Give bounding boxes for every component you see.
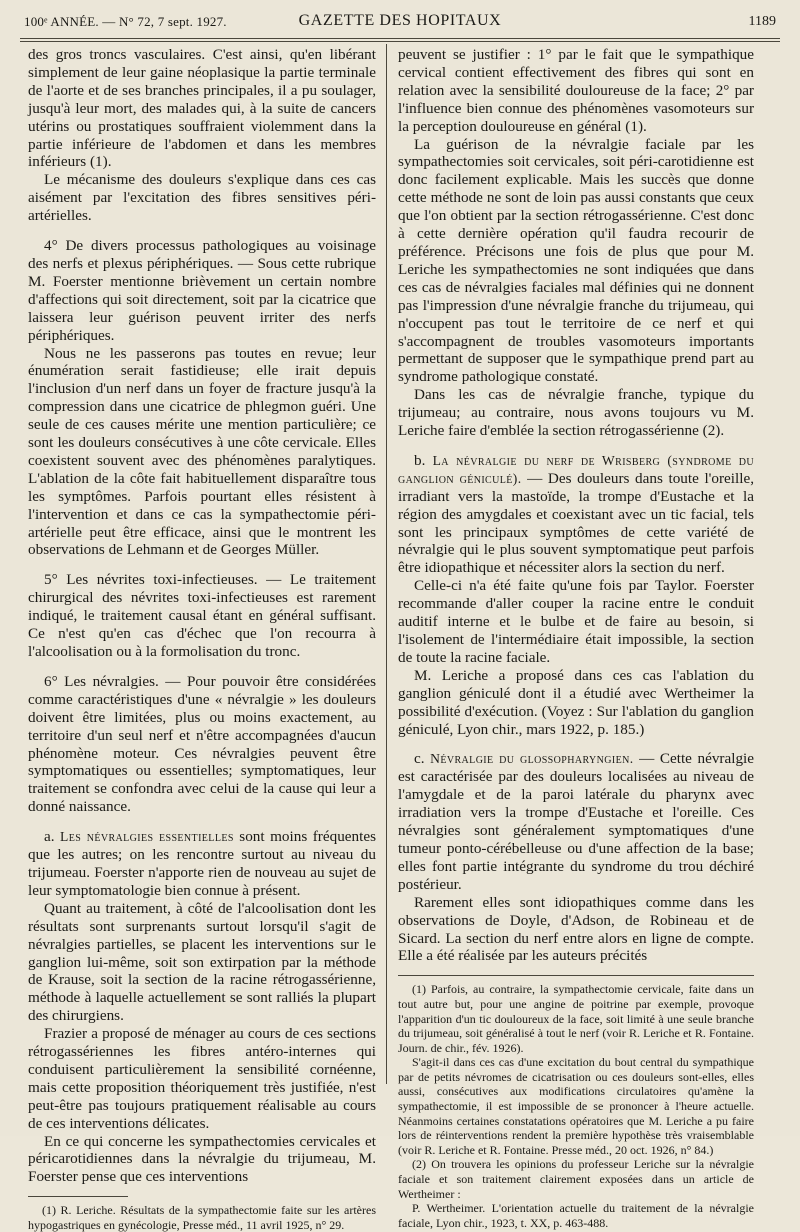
section-6: [28, 673, 376, 816]
page-number: 1189: [748, 14, 776, 29]
footnote: S'agit-il dans ces cas d'une excitation du bout central du sympathique par de petits névromes de cicatrisation ou ces douleurs sont-elles, elles aussi, consécutives aux modifications circulatoires qu'amène la sympathectomie, il est impossible de se prononcer à l'heure actuelle. Néanmoins certaines constatations opératoires que M. Leriche a pu faire lors de réinterventions rendent la première hypothèse très vraisemblable (voir R. Leriche et R. Fontaine. Presse méd., 20 oct. 1926, n° 84.): [398, 1055, 754, 1157]
footnote: (1) R. Leriche. Résultats de la sympathectomie faite sur les artères hypogastriques en gynécologie, Presse méd., 11 avril 1925, n° 29.: [28, 1203, 376, 1232]
footnotes: [398, 982, 754, 1230]
section-4: [28, 237, 376, 344]
section-heading: 4° De divers processus pathologiques au voisinage des nerfs et plexus périphériques.: [28, 237, 376, 272]
paragraph: M. Leriche a proposé dans ces cas l'ablation du ganglion géniculé dont il a étudié avec Wertheimer la possibilité d'exécution. (Voyez : Sur l'ablation du ganglion géniculé, Lyon chir., mars 1922, p. 185.): [398, 666, 754, 738]
subsection-a: [28, 828, 376, 900]
issue-info: 100ᵉ ANNÉE. — N° 72, 7 sept. 1927.: [24, 14, 227, 29]
section-heading: 5° Les névrites toxi-infectieuses.: [44, 571, 258, 589]
paragraph: En ce qui concerne les sympathectomies cervicales et péricarotidiennes dans la névralgie du trijumeau, M. Foerster pense que ces interventions: [28, 1132, 376, 1186]
paragraph: Le mécanisme des douleurs s'explique dans ces cas aisément par l'excitation des fibres sensitives péri-artérielles.: [28, 171, 376, 225]
paragraph: Nous ne les passerons pas toutes en revue; leur énumération serait fastidieuse; elle irait depuis l'inclusion d'un nerf dans un foyer de fracture jusqu'à la compression dans une cicatrice de phlegmon guéri. Une seule de ces causes mérite une mention particulière; ce sont les douleurs consécutives à une côte cervicale. Elles coexistent souvent avec des phénomènes paralytiques. L'ablation de la côte fait habituellement disparaître tous les symptômes. Parfois pourtant elles résistent à l'intervention et dans ce cas la sympathectomie péri-artérielle peut être efficace, ainsi que le montrent les observations de Lehmann et de Georges Müller.: [28, 344, 376, 559]
journal-title: GAZETTE DES HOPITAUX: [298, 12, 502, 29]
paragraph: Rarement elles sont idiopathiques comme dans les observations de Doyle, d'Adson, de Robineau et de Sicard. La section du nerf entre alors en ligne de compte. Elle a été réalisée par les auteurs précités: [398, 893, 754, 965]
footnote-rule: [28, 1196, 128, 1197]
subsection-heading: Névralgie du glossopharyngien.: [430, 751, 634, 767]
paragraph: Dans les cas de névralgie franche, typique du trijumeau; au contraire, nous avons toujours vu M. Leriche faire d'emblée la section rétrogassérienne (2).: [398, 386, 754, 440]
left-column: [28, 46, 376, 1232]
paragraph: Frazier a proposé de ménager au cours de ces sections rétrogassériennes les fibres antéro-internes qui conduisent particulièrement la sensibilité cornéenne, mais cette proposition théoriquement très justifiée, n'est peut-être pas toujours pratiquement réalisable au cours de ces interventions délicates.: [28, 1025, 376, 1132]
subsection-heading: Les névralgies essentielles: [60, 829, 234, 845]
subsection-body: — Des douleurs dans toute l'oreille, irradiant vers la mastoïde, la trompe d'Eustache et la région des amygdales et coexistant avec un tic facial, tels sont les principaux symptômes de cette variété de névralgie qui le plus souvent symptomatique peut parfois être idiopathique et nécessiter alors la section du nerf.: [398, 469, 754, 577]
footnote: P. Wertheimer. L'orientation actuelle du traitement de la névralgie faciale, Lyon chir., 1923, t. XX, p. 463-488.: [398, 1201, 754, 1230]
header-rule-double: [20, 41, 780, 42]
footnote: (1) Parfois, au contraire, la sympathectomie cervicale, faite dans un tout autre but, pour une angine de poitrine par exemple, provoque l'apparition d'un tic douloureux de la face, soit limité à une seule branche du trijumeau, soit généralisé à tout le nerf (voir R. Leriche et R. Fontaine. Journ. de chir., fév. 1926).: [398, 982, 754, 1055]
subsection-letter: c.: [414, 750, 425, 768]
subsection-heading: La névralgie du nerf de Wrisberg (syndrome du ganglion géniculé).: [398, 452, 755, 486]
header-rule: [20, 38, 780, 39]
subsection-c: [398, 750, 754, 893]
section-heading: 6° Les névralgies.: [44, 672, 159, 690]
section-5: [28, 571, 376, 661]
subsection-b: [398, 452, 754, 577]
footnote: (2) On trouvera les opinions du professeur Leriche sur la névralgie faciale et son traitement clairement exposées dans un article de Wertheimer :: [398, 1157, 754, 1201]
subsection-letter: a.: [44, 828, 55, 846]
right-column: [398, 46, 754, 1230]
paragraph: des gros troncs vasculaires. C'est ainsi, qu'en libérant simplement de leur gaine néoplasique la partie terminale de l'aorte et de ses branches principales, il a pu soulager, jusqu'à leur mort, des malades qui, à la suite de cancers utérins ou prostatiques souffraient violemment dans la partie inférieure de l'abdomen et dans les membres inférieurs (1).: [28, 46, 376, 171]
section-body: — Le traitement chirurgical des névrites toxi-infectieuses est rarement indiqué, le traitement causal étant en général suffisant. Ce n'est qu'en cas d'échec que l'on recourra à l'alcoolisation ou à la formolisation du tronc.: [28, 571, 376, 660]
paragraph: peuvent se justifier : 1° par le fait que le sympathique cervical contient effectivement des fibres qui sont en relation avec la sensibilité douloureuse de la face; 2° par l'influence bien connue des phénomènes vasomoteurs sur la perception douloureuse en général (1).: [398, 46, 754, 135]
paragraph: Celle-ci n'a été faite qu'une fois par Taylor. Foerster recommande d'aller couper la racine entre le conduit auditif interne et le bulbe et de faire au besoin, si l'isolement de l'intermédiaire était impossible, la section de toute la racine faciale.: [398, 577, 754, 666]
section-body: — Sous cette rubrique M. Foerster mentionne brièvement un certain nombre d'affections qui soit directement, soit par la cicatrice que laissera leur guérison peuvent irriter des nerfs périphériques.: [28, 254, 376, 344]
footnote-rule: [398, 975, 754, 976]
section-body: — Pour pouvoir être considérées comme caractéristiques d'une « névralgie » les douleurs doivent être limitées, plus ou moins exactement, au territoire d'un seul nerf et n'être accompagnées d'aucun phénomène moteur. Ces névralgies peuvent être symptomatiques ou essentielles; symptomatiques, leur traitement se confondra avec celui de la cause qui leur a donné naissance.: [28, 672, 376, 816]
footnotes: [28, 1203, 376, 1232]
column-divider: [386, 44, 387, 1084]
subsection-body: sont moins fréquentes que les autres; on les rencontre surtout au niveau du trijumeau. Foerster n'apporte rien de nouveau au sujet de leur symptomatologie bien connue à présent.: [28, 828, 376, 899]
paragraph: La guérison de la névralgie faciale par les sympathectomies soit cervicales, soit péri-carotidienne est donc facilement explicable. Mais les succès que donne cette méthode ne sont de loin pas aussi constants que ceux que l'on obtient par la section rétrogassérienne. C'est donc à cette dernière opération qu'il faudra recourir de préférence. Précisons une fois de plus que pour M. Leriche les sympathectomies ne sont indiquées que dans ces cas de névralgies faciales mal définies qui ne donnent pas l'impression d'une névralgie franche du trijumeau, qui n'occupent pas tout le territoire de ce nerf et qui s'accompagnent de troubles vasomoteurs importants permettant de supposer que le sympathique prend part au syndrome pathologique constaté.: [398, 135, 754, 386]
subsection-letter: b.: [414, 451, 426, 469]
paragraph: Quant au traitement, à côté de l'alcoolisation dont les résultats sont surprenants surtout lorsqu'il s'agit de névralgies partielles, se placent les interventions sur le ganglion lui-même, soit son extirpation par la méthode de Krause, soit la section de la racine rétrogassérienne, méthode à laquelle actuellement se sont ralliés la plupart des chirurgiens.: [28, 899, 376, 1025]
subsection-body: — Cette névralgie est caractérisée par des douleurs localisées au niveau de l'amygdale et de la paroi latérale du pharynx avec irradiation vers la trompe d'Eustache et l'oreille. Ces névralgies sont généralement symptomatiques d'une tumeur ponto-cérébelleuse ou d'une affection de la base; elles font partie intégrante du syndrome du trou déchiré postérieur.: [398, 750, 755, 893]
